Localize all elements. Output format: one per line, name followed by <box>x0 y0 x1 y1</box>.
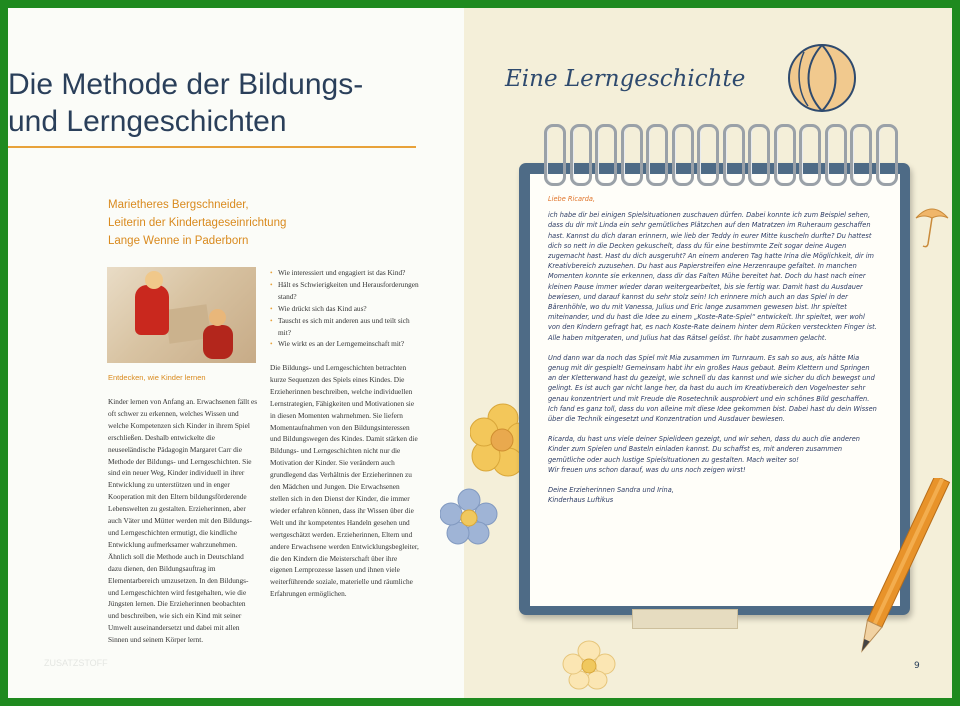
body-column-1: Kinder lernen von Anfang an. Erwachsenen fällt es oft schwer zu erkennen, welches Wissen und welche Kompetenzen sich Kinder in ihrem Spiel erschließen. Deshalb entwickelte die neuseeländische Pädagogin Margaret Carr die Methode der Bildungs- und Lerngeschichten. Sie sind ein neuer Weg, Kinder individuell in ihrer Entwicklung zu unterstützen und in enger Kooperation mit den Eltern bildungsförderende Lebenswelten zu gestalten. Erzieherinnen, aber auch Väter und Mütter werden mit den Bildungs- und Lerngeschichten ermutigt, die kindliche Entwicklung aufmerksamer wahrzunehmen. Ähnlich soll die Methode auch in Deutschland dazu dienen, den Bildungsauftrag im Elementarbereich umzusetzen. In den Bildungs- und Lerngeschichten wird festgehalten, wie die Jüngsten lernen. Die Erzieherinnen beobachten und beschreiben, wie sich ein Kind mit seiner Umwelt auseinandersetzt und dabei mit allen Sinnen und seinem Körper lernt. <box>108 397 258 645</box>
spiral-ring <box>697 124 719 186</box>
spiral-ring <box>544 124 566 186</box>
title-line-2: und Lerngeschichten <box>8 105 287 138</box>
question-item: • Wie wirkt es an der Lerngemeinschaft mit? <box>270 338 420 350</box>
photo-child-1-head <box>145 271 163 289</box>
photo-child-2 <box>203 325 233 359</box>
letter-signoff-place: Kinderhaus Luftikus <box>548 496 614 505</box>
title-rule <box>8 146 416 148</box>
letter-signoff: Deine Erzieherinnen Sandra und Irina, <box>548 486 674 495</box>
notebook-clip <box>632 609 738 629</box>
title-line-1: Die Methode der Bildungs- <box>8 68 364 101</box>
letter-paragraph: Wir freuen uns schon darauf, was du uns noch zeigen wirst! <box>548 465 746 474</box>
author-name: Marietheres Bergschneider, <box>108 199 249 211</box>
children-photo <box>107 267 256 363</box>
page-title <box>8 66 363 140</box>
spiral-ring <box>799 124 821 186</box>
letter-paragraph: Ricarda, du hast uns viele deiner Spielideen gezeigt, und wir sehen, dass du auch die anderen Kinder zum Spielen und Basteln einladen kannst. Du schaffst es, mit anderen zusammen gemütliche oder auch lustige Spielsituationen zu gestalten. Mach weiter so! <box>548 435 860 464</box>
spiral-ring <box>723 124 745 186</box>
letter-paragraph: Und dann war da noch das Spiel mit Mia zusammen im Turnraum. Es sah so aus, als hätte Mia genug mit dir gespielt! Gemeinsam habt ihr ein großes Haus gebaut. Beim Klettern und Springen an der Kletterwand hast du gezeigt, wie schnell du das kannst und wie sicher du dich bewegst und gelingt. Es ist auch gar nicht lange her, da hast du auch im Kreativbereich den Vogelnester sehr genau konzentriert und mit Freude die Rosetechnik ausprobiert und ein schönes Bild geschaffen. Ich fand es ganz toll, dass du von alleine mit diese Idee gekommen bist. Dabei hast du dein Wissen über die Technik eingesetzt und Konzentration und Ausdauer bewiesen. <box>548 353 877 424</box>
spiral-ring <box>672 124 694 186</box>
spiral-ring <box>850 124 872 186</box>
question-item: • Tauscht es sich mit anderen aus und teilt sich mit? <box>270 315 420 339</box>
spiral-ring <box>595 124 617 186</box>
spiral-ring <box>825 124 847 186</box>
spiral-ring <box>646 124 668 186</box>
story-heading: Eine Lerngeschichte <box>505 66 746 92</box>
author-place: Lange Wenne in Paderborn <box>108 235 249 247</box>
photo-caption: Entdecken, wie Kinder lernen <box>108 373 206 382</box>
spiral-ring <box>876 124 898 186</box>
author-block <box>108 196 286 250</box>
spiral-ring <box>621 124 643 186</box>
letter-greeting: Liebe Ricarda, <box>548 195 596 203</box>
pencil-icon <box>838 478 954 678</box>
question-item: • Wie interessiert und engagiert ist das Kind? <box>270 267 420 279</box>
question-item: • Hält es Schwierigkeiten und Herausforderungen stand? <box>270 279 420 303</box>
letter-paragraph: ich habe dir bei einigen Spielsituationen zuschauen dürfen. Dabei konnte ich zum Beispiel sehen, dass du dir mit Linda ein sehr gemütliches Plätzchen auf den Matratzen im Ruheraum geschaffen hast. Kannst du dich daran erinnern, wie lieb der Teddy in eurer Mitte kuscheln durfte? Du hattest dich so nett in die Decken gekuschelt, dass du für eine bestimmte Zeit sogar deine Augen zugemacht hast. Hast du dich ausgeruht? An einem anderen Tag hatte Irina die Möglichkeit, dir im Kreativbereich zuzusehen. Du hast aus Papierstreifen eine Herzenraupe gefaltet. In manchen Momenten konnte sie erkennen, dass dir das Falten Mühe bereitet hat. Doch du hast nach einer kleinen Pause immer wieder daran weitergearbeitet, bis sie fertig war. Damit hast du Ausdauer bewiesen, und darauf kannst du sehr stolz sein! Ich erinnere mich auch an das Spiel in der Bärenhöhle, wo du mit Vanessa, Julius und Eric lange zusammen gewesen bist. Ihr spieltet miteinander, und du hast die Idee zu einem „Koste-Rate-Spiel“ entwickelt. Ihr spieltet, wer wohl von den Kindern gefragt hat, es nach Koste-Rate deinem hinter dem Rücken versteckten Finger ist. Alle haben mitgeraten, und Julius hat das Rätsel gelöst. Ihr habt zusammen gelacht. <box>548 211 877 342</box>
question-item: • Wie drückt sich das Kind aus? <box>270 303 420 315</box>
page-number: 9 <box>914 661 920 671</box>
spiral-ring <box>570 124 592 186</box>
umbrella-icon <box>912 200 952 250</box>
photo-child-2-head <box>209 309 226 326</box>
handwritten-letter <box>548 194 878 515</box>
author-role: Leiterin der Kindertageseinrichtung <box>108 217 287 229</box>
spiral-ring <box>774 124 796 186</box>
left-page <box>8 8 464 698</box>
body-column-2: Die Bildungs- und Lerngeschichten betrachten kurze Sequenzen des Spiels eines Kindes. Die Erzieherinnen beschreiben, welche individuellen Lernstrategien, Fähigkeiten und Motivationen sie in diesen Momenten wahrnehmen. Sie liefern Momentaufnahmen von den Bildungsinteressen und Bildungswegen des Kindes. Damit stärken die Bildungs- und Lerngeschichten nicht nur die Motivation der Kinder. Sie verändern auch grundlegend das Verhältnis der Erzieherinnen zu den Mädchen und Jungen. Die Erwachsenen stellen sich in den Dienst der Kinder, die immer wieder erfahren können, dass ihr Wissen über die Welt und ihr kompetentes Handeln gesehen und wertgeschätzt werden. Erzieherinnen, Eltern und andere Erwachsene werden Entwicklungsbegleiter, die den Kindern die Meisterschaft über ihre eigenen Lernprozesse lassen und ihnen viele weiterführende soziale, materielle und räumliche Erfahrungen ermöglichen. <box>270 363 419 599</box>
spiral-ring <box>748 124 770 186</box>
photo-child-1 <box>135 285 169 335</box>
flower-cream-icon <box>562 640 616 690</box>
watermark-text: ZUSATZSTOFF <box>44 658 108 668</box>
flower-blue-icon <box>440 488 498 546</box>
ball-icon <box>784 40 860 116</box>
question-list <box>270 267 420 350</box>
